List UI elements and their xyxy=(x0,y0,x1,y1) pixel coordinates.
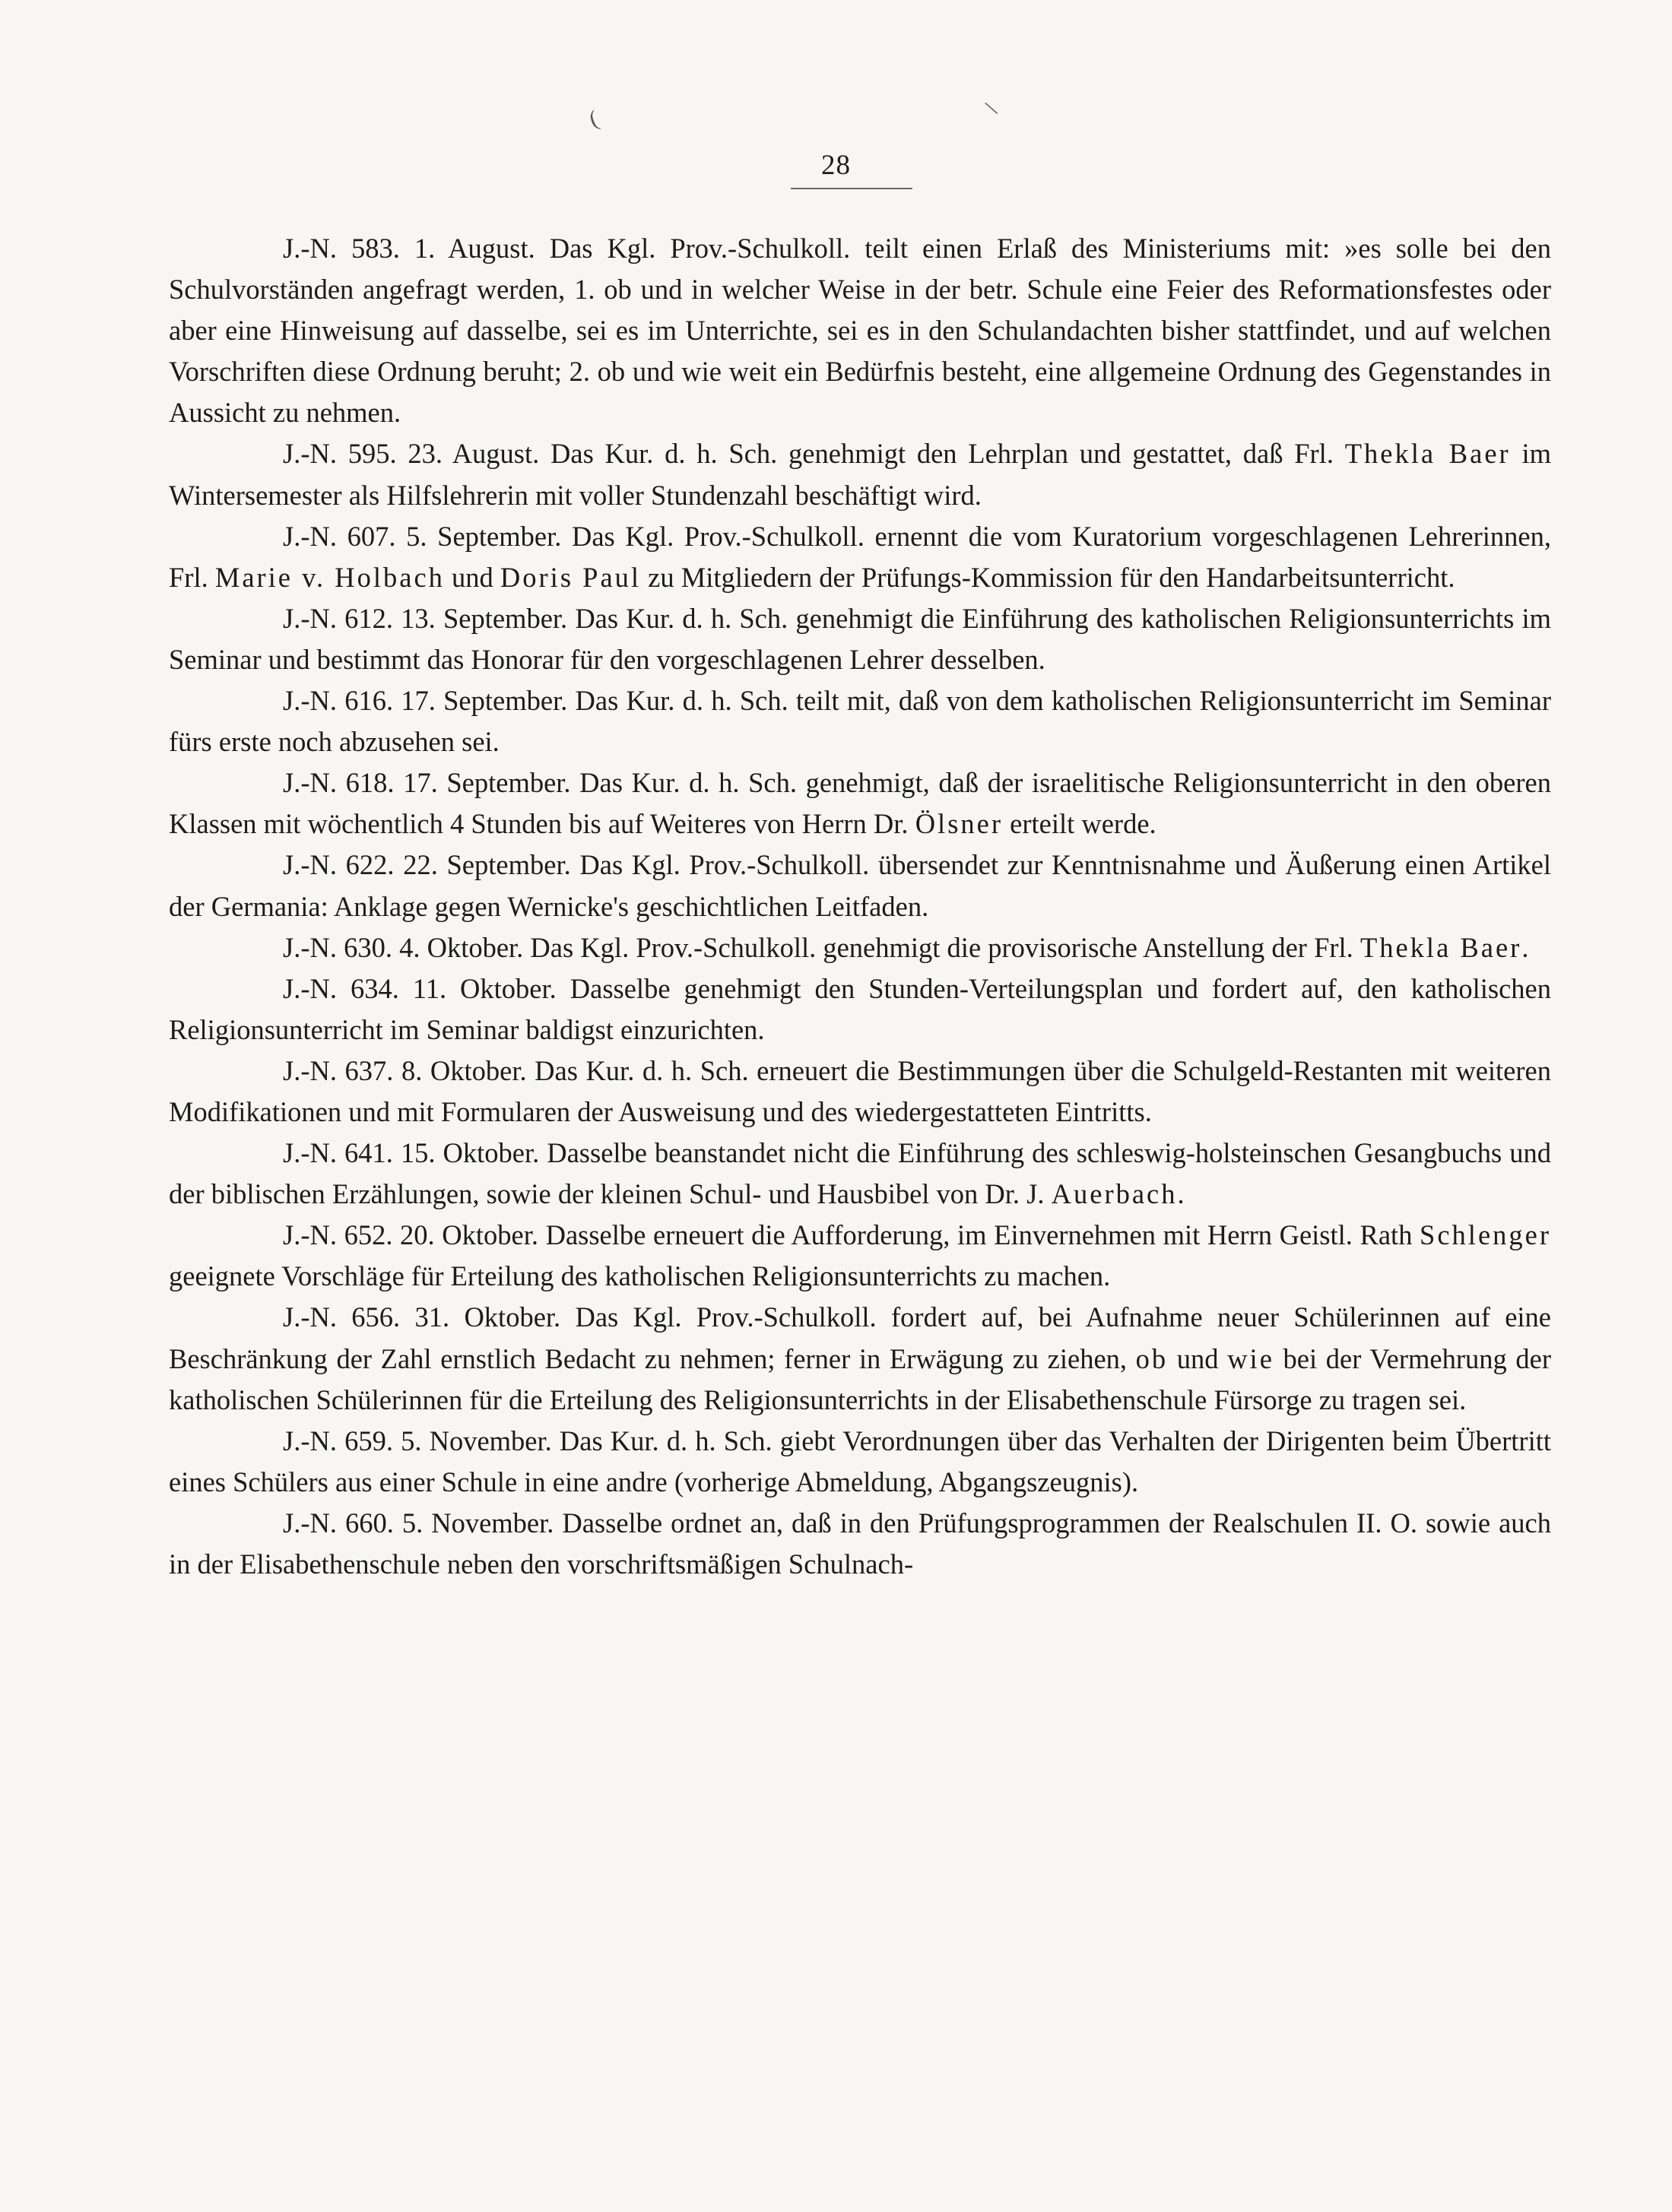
entry-text: geeignete Vorschläge für Erteilung des katholischen Religionsunterrichts zu machen. xyxy=(169,1260,1111,1292)
entry-text: J.-N. 622. 22. September. Das Kgl. Prov.-Schulkoll. übersendet zur Kenntnisnahme und Äußerung einen Artikel der Germania: Anklage gegen Wernicke's geschichtlichen Leitfaden. xyxy=(169,849,1551,922)
entry-jn-637 xyxy=(169,1051,1551,1133)
entry-text: im Wintersemester als Hilfslehrerin mit voller Stundenzahl beschäftigt wird. xyxy=(169,438,1551,511)
entry-text: J.-N. 637. 8. Oktober. Das Kur. d. h. Sch. erneuert die Bestimmungen über die Schulgeld-Restanten mit weiteren Modifikationen und mit Formularen der Ausweisung und des wiedergestatteten Eintritts. xyxy=(169,1054,1551,1127)
entry-text: J.-N. 618. 17. September. Das Kur. d. h. Sch. genehmigt, daß der israelitische Religionsunterricht in den oberen Klassen mit wöchentlich 4 Stunden bis auf Weiteres von Herrn Dr. xyxy=(169,767,1551,840)
entry-text: J.-N. 616. 17. September. Das Kur. d. h. Sch. teilt mit, daß von dem katholischen Religionsunterricht im Seminar fürs erste noch abzusehen sei. xyxy=(169,685,1551,758)
entry-jn-618 xyxy=(169,762,1551,845)
entry-jn-595 xyxy=(169,433,1551,515)
entry-text: J.-N. 652. 20. Oktober. Dasselbe erneuert die Aufforderung, im Einvernehmen mit Herrn Geistl. Rath xyxy=(283,1219,1420,1251)
entry-jn-607 xyxy=(169,516,1551,598)
entry-text: und xyxy=(444,561,500,593)
entry-text: . xyxy=(1177,1178,1185,1210)
spaced-word: ob xyxy=(1135,1342,1169,1374)
entry-text: J.-N. 634. 11. Oktober. Dasselbe genehmigt den Stunden-Verteilungsplan und fordert auf, den katholischen Religionsunterricht im Seminar baldigst einzurichten. xyxy=(169,972,1551,1045)
entry-jn-652 xyxy=(169,1215,1551,1297)
ink-mark: \ xyxy=(982,96,1001,121)
entry-text: und xyxy=(1168,1342,1228,1374)
entry-jn-616 xyxy=(169,680,1551,762)
spaced-name: Ölsner xyxy=(915,808,1003,840)
spaced-name: Thekla Baer xyxy=(1359,931,1522,963)
entry-jn-641 xyxy=(169,1133,1551,1215)
entry-text: zu Mitgliedern der Prüfungs-Kommission für den Handarbeitsunterricht. xyxy=(641,561,1455,593)
entry-jn-656 xyxy=(169,1297,1551,1420)
entry-text: J.-N. 659. 5. November. Das Kur. d. h. Sch. giebt Verordnungen über das Verhalten der Dirigenten beim Übertritt eines Schülers aus einer Schule in eine andre (vorherige Abmeldung, Abgangszeugnis). xyxy=(169,1424,1551,1497)
entry-jn-612 xyxy=(169,598,1551,680)
entry-text: J.-N. 656. 31. Oktober. Das Kgl. Prov.-Schulkoll. fordert auf, bei Aufnahme neuer Schülerinnen auf eine Beschränkung der Zahl ernstlich Bedacht zu nehmen; ferner in Erwägung zu ziehen, xyxy=(169,1301,1551,1374)
entry-text: J.-N. 612. 13. September. Das Kur. d. h. Sch. genehmigt die Einführung des katholischen Religionsunterrichts im Seminar und bestimmt das Honorar für den vorgeschlagenen Lehrer desselben. xyxy=(169,602,1551,675)
ink-mark: ( xyxy=(585,106,602,132)
entry-text: . xyxy=(1521,931,1529,963)
spaced-name: Auerbach xyxy=(1051,1178,1178,1210)
entry-jn-659 xyxy=(169,1421,1551,1503)
entry-jn-634 xyxy=(169,968,1551,1051)
entry-text: J.-N. 583. 1. August. Das Kgl. Prov.-Schulkoll. teilt einen Erlaß des Ministeriums mit: »es solle bei den Schulvorständen angefragt werden, 1. ob und in welcher Weise in der betr. Schule eine Feier des Reformationsfestes oder aber eine Hinweisung auf dasselbe, sei es im Unterrichte, sei es in den Schulandachten bisher stattfindet, und auf welchen Vorschriften diese Ordnung beruht; 2. ob und wie weit ein Bedürfnis besteht, eine allgemeine Ordnung des Gegenstandes in Aussicht zu nehmen. xyxy=(169,233,1551,429)
spaced-name: Thekla Baer xyxy=(1344,438,1511,470)
entry-text: bei der Vermehrung der katholischen Schülerinnen für die Erteilung des Religionsunterrichts in der Elisabethenschule Fürsorge zu tragen sei. xyxy=(169,1342,1552,1415)
spaced-name: Marie v. Holbach xyxy=(214,561,445,593)
entry-text: J.-N. 607. 5. September. Das Kgl. Prov.-Schulkoll. ernennt die vom Kuratorium vorgeschlagenen Lehrerinnen, Frl. xyxy=(169,520,1551,593)
entry-jn-660 xyxy=(169,1503,1551,1585)
entry-text: J.-N. 630. 4. Oktober. Das Kgl. Prov.-Schulkoll. genehmigt die provisorische Anstellung der Frl. xyxy=(283,931,1360,963)
spaced-name: Doris Paul xyxy=(500,561,642,593)
spaced-name: Schlenger xyxy=(1420,1219,1551,1251)
entry-jn-583 xyxy=(169,228,1551,433)
entry-jn-622 xyxy=(169,845,1551,927)
text-block xyxy=(169,228,1551,1585)
entry-text: J.-N. 660. 5. November. Dasselbe ordnet an, daß in den Prüfungsprogrammen der Realschulen II. O. sowie auch in der Elisabethenschule neben den vorschriftsmäßigen Schulnach- xyxy=(169,1507,1551,1580)
entry-text: J.-N. 595. 23. August. Das Kur. d. h. Sch. genehmigt den Lehrplan und gestattet, daß Frl. xyxy=(283,438,1345,470)
entry-text: J.-N. 641. 15. Oktober. Dasselbe beanstandet nicht die Einführung des schleswig-holsteinschen Gesangbuchs und der biblischen Erzählungen, sowie der kleinen Schul- und Hausbibel von Dr. J. xyxy=(169,1137,1551,1210)
page-number-underline xyxy=(791,188,912,189)
page-number: 28 xyxy=(821,150,851,181)
entry-text: erteilt werde. xyxy=(1003,808,1156,840)
entry-jn-630 xyxy=(169,927,1551,968)
spaced-word: wie xyxy=(1227,1342,1274,1374)
